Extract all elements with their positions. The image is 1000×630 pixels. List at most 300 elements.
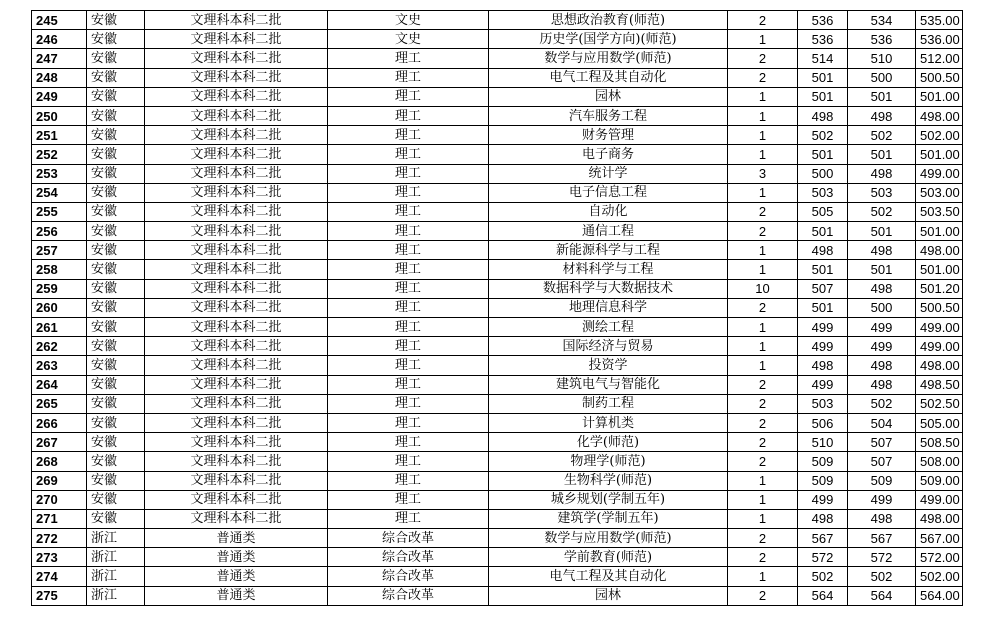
plan-count-cell: 2 [728, 433, 798, 452]
max-score-cell: 501 [798, 68, 848, 87]
province-cell: 安徽 [87, 11, 145, 30]
batch-cell: 文理科本科二批 [145, 433, 328, 452]
province-cell: 安徽 [87, 471, 145, 490]
province-cell: 安徽 [87, 279, 145, 298]
category-cell: 理工 [328, 202, 489, 221]
table-row [32, 222, 963, 241]
table-row [32, 11, 963, 30]
category-cell: 理工 [328, 279, 489, 298]
category-cell: 理工 [328, 471, 489, 490]
row-index-cell: 265 [32, 394, 87, 413]
batch-cell: 普通类 [145, 567, 328, 586]
max-score-cell: 567 [798, 529, 848, 548]
row-index-cell: 245 [32, 11, 87, 30]
category-cell: 综合改革 [328, 548, 489, 567]
province-cell: 浙江 [87, 529, 145, 548]
province-cell: 安徽 [87, 318, 145, 337]
plan-count-cell: 1 [728, 567, 798, 586]
plan-count-cell: 2 [728, 202, 798, 221]
major-cell: 材料科学与工程 [489, 260, 728, 279]
min-score-cell: 499 [848, 337, 916, 356]
major-cell: 计算机类 [489, 413, 728, 432]
category-cell: 理工 [328, 356, 489, 375]
batch-cell: 文理科本科二批 [145, 318, 328, 337]
major-cell: 电气工程及其自动化 [489, 68, 728, 87]
table-row [32, 183, 963, 202]
batch-cell: 文理科本科二批 [145, 337, 328, 356]
batch-cell: 普通类 [145, 529, 328, 548]
major-cell: 财务管理 [489, 126, 728, 145]
avg-score-cell: 500.50 [916, 68, 963, 87]
min-score-cell: 501 [848, 145, 916, 164]
category-cell: 理工 [328, 413, 489, 432]
major-cell: 电子商务 [489, 145, 728, 164]
province-cell: 安徽 [87, 222, 145, 241]
max-score-cell: 502 [798, 126, 848, 145]
avg-score-cell: 498.00 [916, 241, 963, 260]
max-score-cell: 510 [798, 433, 848, 452]
avg-score-cell: 567.00 [916, 529, 963, 548]
province-cell: 安徽 [87, 433, 145, 452]
category-cell: 理工 [328, 452, 489, 471]
avg-score-cell: 498.00 [916, 106, 963, 125]
major-cell: 汽车服务工程 [489, 106, 728, 125]
plan-count-cell: 2 [728, 222, 798, 241]
min-score-cell: 501 [848, 87, 916, 106]
category-cell: 综合改革 [328, 567, 489, 586]
province-cell: 安徽 [87, 298, 145, 317]
row-index-cell: 275 [32, 586, 87, 605]
category-cell: 理工 [328, 106, 489, 125]
table-row [32, 394, 963, 413]
min-score-cell: 502 [848, 567, 916, 586]
max-score-cell: 564 [798, 586, 848, 605]
category-cell: 理工 [328, 337, 489, 356]
max-score-cell: 536 [798, 30, 848, 49]
province-cell: 安徽 [87, 145, 145, 164]
table-row [32, 164, 963, 183]
major-cell: 新能源科学与工程 [489, 241, 728, 260]
batch-cell: 普通类 [145, 586, 328, 605]
max-score-cell: 499 [798, 490, 848, 509]
table-row [32, 260, 963, 279]
plan-count-cell: 1 [728, 30, 798, 49]
table-row [32, 68, 963, 87]
province-cell: 安徽 [87, 356, 145, 375]
avg-score-cell: 502.00 [916, 567, 963, 586]
batch-cell: 文理科本科二批 [145, 471, 328, 490]
row-index-cell: 263 [32, 356, 87, 375]
province-cell: 安徽 [87, 106, 145, 125]
batch-cell: 文理科本科二批 [145, 11, 328, 30]
plan-count-cell: 1 [728, 183, 798, 202]
max-score-cell: 499 [798, 337, 848, 356]
province-cell: 安徽 [87, 490, 145, 509]
table-row [32, 106, 963, 125]
major-cell: 生物科学(师范) [489, 471, 728, 490]
province-cell: 安徽 [87, 87, 145, 106]
table-row [32, 298, 963, 317]
avg-score-cell: 499.00 [916, 337, 963, 356]
avg-score-cell: 498.00 [916, 509, 963, 528]
min-score-cell: 500 [848, 68, 916, 87]
province-cell: 浙江 [87, 567, 145, 586]
row-index-cell: 251 [32, 126, 87, 145]
major-cell: 投资学 [489, 356, 728, 375]
batch-cell: 文理科本科二批 [145, 298, 328, 317]
table-row [32, 87, 963, 106]
row-index-cell: 268 [32, 452, 87, 471]
plan-count-cell: 1 [728, 241, 798, 260]
category-cell: 理工 [328, 394, 489, 413]
admission-scores-table [31, 10, 963, 606]
max-score-cell: 501 [798, 260, 848, 279]
category-cell: 理工 [328, 183, 489, 202]
major-cell: 制药工程 [489, 394, 728, 413]
avg-score-cell: 501.00 [916, 145, 963, 164]
row-index-cell: 256 [32, 222, 87, 241]
batch-cell: 文理科本科二批 [145, 164, 328, 183]
major-cell: 统计学 [489, 164, 728, 183]
max-score-cell: 498 [798, 356, 848, 375]
row-index-cell: 260 [32, 298, 87, 317]
batch-cell: 文理科本科二批 [145, 183, 328, 202]
min-score-cell: 501 [848, 260, 916, 279]
row-index-cell: 254 [32, 183, 87, 202]
table-row [32, 490, 963, 509]
province-cell: 安徽 [87, 509, 145, 528]
max-score-cell: 509 [798, 471, 848, 490]
plan-count-cell: 2 [728, 548, 798, 567]
min-score-cell: 510 [848, 49, 916, 68]
plan-count-cell: 2 [728, 413, 798, 432]
category-cell: 理工 [328, 509, 489, 528]
avg-score-cell: 505.00 [916, 413, 963, 432]
plan-count-cell: 2 [728, 586, 798, 605]
province-cell: 安徽 [87, 413, 145, 432]
table-row [32, 586, 963, 605]
plan-count-cell: 1 [728, 318, 798, 337]
plan-count-cell: 1 [728, 145, 798, 164]
table-row [32, 318, 963, 337]
major-cell: 学前教育(师范) [489, 548, 728, 567]
table-row [32, 509, 963, 528]
max-score-cell: 501 [798, 222, 848, 241]
province-cell: 安徽 [87, 126, 145, 145]
min-score-cell: 502 [848, 202, 916, 221]
category-cell: 理工 [328, 260, 489, 279]
min-score-cell: 503 [848, 183, 916, 202]
row-index-cell: 250 [32, 106, 87, 125]
province-cell: 浙江 [87, 548, 145, 567]
province-cell: 浙江 [87, 586, 145, 605]
avg-score-cell: 503.00 [916, 183, 963, 202]
batch-cell: 文理科本科二批 [145, 241, 328, 260]
min-score-cell: 498 [848, 279, 916, 298]
plan-count-cell: 2 [728, 11, 798, 30]
major-cell: 化学(师范) [489, 433, 728, 452]
batch-cell: 文理科本科二批 [145, 394, 328, 413]
major-cell: 思想政治教育(师范) [489, 11, 728, 30]
avg-score-cell: 508.00 [916, 452, 963, 471]
avg-score-cell: 502.00 [916, 126, 963, 145]
category-cell: 理工 [328, 490, 489, 509]
avg-score-cell: 501.20 [916, 279, 963, 298]
table-row [32, 567, 963, 586]
row-index-cell: 257 [32, 241, 87, 260]
table-body [32, 11, 963, 606]
avg-score-cell: 500.50 [916, 298, 963, 317]
max-score-cell: 502 [798, 567, 848, 586]
min-score-cell: 502 [848, 126, 916, 145]
max-score-cell: 509 [798, 452, 848, 471]
table-row [32, 356, 963, 375]
province-cell: 安徽 [87, 260, 145, 279]
major-cell: 通信工程 [489, 222, 728, 241]
row-index-cell: 253 [32, 164, 87, 183]
row-index-cell: 248 [32, 68, 87, 87]
min-score-cell: 536 [848, 30, 916, 49]
min-score-cell: 502 [848, 394, 916, 413]
table-row [32, 145, 963, 164]
plan-count-cell: 2 [728, 452, 798, 471]
major-cell: 数学与应用数学(师范) [489, 49, 728, 68]
province-cell: 安徽 [87, 394, 145, 413]
province-cell: 安徽 [87, 164, 145, 183]
province-cell: 安徽 [87, 375, 145, 394]
batch-cell: 普通类 [145, 548, 328, 567]
min-score-cell: 509 [848, 471, 916, 490]
avg-score-cell: 503.50 [916, 202, 963, 221]
category-cell: 理工 [328, 433, 489, 452]
row-index-cell: 247 [32, 49, 87, 68]
batch-cell: 文理科本科二批 [145, 145, 328, 164]
avg-score-cell: 535.00 [916, 11, 963, 30]
min-score-cell: 499 [848, 490, 916, 509]
major-cell: 电气工程及其自动化 [489, 567, 728, 586]
plan-count-cell: 2 [728, 49, 798, 68]
major-cell: 自动化 [489, 202, 728, 221]
max-score-cell: 500 [798, 164, 848, 183]
category-cell: 理工 [328, 222, 489, 241]
row-index-cell: 266 [32, 413, 87, 432]
max-score-cell: 514 [798, 49, 848, 68]
batch-cell: 文理科本科二批 [145, 87, 328, 106]
row-index-cell: 269 [32, 471, 87, 490]
category-cell: 理工 [328, 375, 489, 394]
max-score-cell: 505 [798, 202, 848, 221]
min-score-cell: 567 [848, 529, 916, 548]
avg-score-cell: 572.00 [916, 548, 963, 567]
plan-count-cell: 1 [728, 106, 798, 125]
min-score-cell: 501 [848, 222, 916, 241]
table-row [32, 471, 963, 490]
plan-count-cell: 2 [728, 68, 798, 87]
avg-score-cell: 508.50 [916, 433, 963, 452]
max-score-cell: 498 [798, 241, 848, 260]
row-index-cell: 271 [32, 509, 87, 528]
max-score-cell: 506 [798, 413, 848, 432]
category-cell: 理工 [328, 164, 489, 183]
plan-count-cell: 2 [728, 529, 798, 548]
batch-cell: 文理科本科二批 [145, 490, 328, 509]
province-cell: 安徽 [87, 30, 145, 49]
plan-count-cell: 1 [728, 490, 798, 509]
batch-cell: 文理科本科二批 [145, 126, 328, 145]
avg-score-cell: 512.00 [916, 49, 963, 68]
category-cell: 理工 [328, 241, 489, 260]
max-score-cell: 501 [798, 87, 848, 106]
major-cell: 建筑电气与智能化 [489, 375, 728, 394]
plan-count-cell: 1 [728, 509, 798, 528]
max-score-cell: 501 [798, 145, 848, 164]
plan-count-cell: 1 [728, 356, 798, 375]
row-index-cell: 255 [32, 202, 87, 221]
batch-cell: 文理科本科二批 [145, 222, 328, 241]
category-cell: 理工 [328, 298, 489, 317]
min-score-cell: 507 [848, 452, 916, 471]
row-index-cell: 246 [32, 30, 87, 49]
plan-count-cell: 3 [728, 164, 798, 183]
major-cell: 地理信息科学 [489, 298, 728, 317]
row-index-cell: 258 [32, 260, 87, 279]
max-score-cell: 503 [798, 183, 848, 202]
batch-cell: 文理科本科二批 [145, 452, 328, 471]
min-score-cell: 498 [848, 375, 916, 394]
avg-score-cell: 498.00 [916, 356, 963, 375]
batch-cell: 文理科本科二批 [145, 279, 328, 298]
major-cell: 园林 [489, 586, 728, 605]
min-score-cell: 534 [848, 11, 916, 30]
category-cell: 理工 [328, 87, 489, 106]
plan-count-cell: 2 [728, 375, 798, 394]
row-index-cell: 270 [32, 490, 87, 509]
avg-score-cell: 536.00 [916, 30, 963, 49]
table-row [32, 433, 963, 452]
row-index-cell: 259 [32, 279, 87, 298]
min-score-cell: 500 [848, 298, 916, 317]
max-score-cell: 572 [798, 548, 848, 567]
table-row [32, 413, 963, 432]
province-cell: 安徽 [87, 202, 145, 221]
avg-score-cell: 564.00 [916, 586, 963, 605]
avg-score-cell: 499.00 [916, 164, 963, 183]
plan-count-cell: 1 [728, 87, 798, 106]
min-score-cell: 498 [848, 241, 916, 260]
row-index-cell: 249 [32, 87, 87, 106]
min-score-cell: 498 [848, 164, 916, 183]
min-score-cell: 507 [848, 433, 916, 452]
category-cell: 理工 [328, 318, 489, 337]
plan-count-cell: 1 [728, 337, 798, 356]
category-cell: 理工 [328, 49, 489, 68]
province-cell: 安徽 [87, 241, 145, 260]
plan-count-cell: 2 [728, 394, 798, 413]
major-cell: 测绘工程 [489, 318, 728, 337]
category-cell: 理工 [328, 126, 489, 145]
min-score-cell: 498 [848, 356, 916, 375]
major-cell: 电子信息工程 [489, 183, 728, 202]
table-row [32, 49, 963, 68]
avg-score-cell: 502.50 [916, 394, 963, 413]
max-score-cell: 507 [798, 279, 848, 298]
max-score-cell: 536 [798, 11, 848, 30]
table-row [32, 375, 963, 394]
major-cell: 国际经济与贸易 [489, 337, 728, 356]
avg-score-cell: 509.00 [916, 471, 963, 490]
major-cell: 数学与应用数学(师范) [489, 529, 728, 548]
min-score-cell: 572 [848, 548, 916, 567]
row-index-cell: 252 [32, 145, 87, 164]
category-cell: 理工 [328, 145, 489, 164]
row-index-cell: 261 [32, 318, 87, 337]
row-index-cell: 267 [32, 433, 87, 452]
max-score-cell: 499 [798, 318, 848, 337]
major-cell: 建筑学(学制五年) [489, 509, 728, 528]
max-score-cell: 498 [798, 106, 848, 125]
table-row [32, 279, 963, 298]
batch-cell: 文理科本科二批 [145, 202, 328, 221]
avg-score-cell: 501.00 [916, 222, 963, 241]
table-row [32, 241, 963, 260]
batch-cell: 文理科本科二批 [145, 509, 328, 528]
major-cell: 历史学(国学方向)(师范) [489, 30, 728, 49]
avg-score-cell: 499.00 [916, 318, 963, 337]
avg-score-cell: 501.00 [916, 260, 963, 279]
row-index-cell: 262 [32, 337, 87, 356]
province-cell: 安徽 [87, 68, 145, 87]
min-score-cell: 499 [848, 318, 916, 337]
table-row [32, 30, 963, 49]
plan-count-cell: 2 [728, 298, 798, 317]
max-score-cell: 501 [798, 298, 848, 317]
batch-cell: 文理科本科二批 [145, 68, 328, 87]
plan-count-cell: 1 [728, 126, 798, 145]
row-index-cell: 273 [32, 548, 87, 567]
plan-count-cell: 1 [728, 471, 798, 490]
row-index-cell: 274 [32, 567, 87, 586]
table-row [32, 452, 963, 471]
batch-cell: 文理科本科二批 [145, 356, 328, 375]
category-cell: 理工 [328, 68, 489, 87]
avg-score-cell: 499.00 [916, 490, 963, 509]
avg-score-cell: 501.00 [916, 87, 963, 106]
plan-count-cell: 10 [728, 279, 798, 298]
batch-cell: 文理科本科二批 [145, 106, 328, 125]
category-cell: 综合改革 [328, 529, 489, 548]
province-cell: 安徽 [87, 452, 145, 471]
province-cell: 安徽 [87, 49, 145, 68]
province-cell: 安徽 [87, 337, 145, 356]
min-score-cell: 504 [848, 413, 916, 432]
batch-cell: 文理科本科二批 [145, 49, 328, 68]
table-row [32, 548, 963, 567]
major-cell: 园林 [489, 87, 728, 106]
avg-score-cell: 498.50 [916, 375, 963, 394]
plan-count-cell: 1 [728, 260, 798, 279]
batch-cell: 文理科本科二批 [145, 30, 328, 49]
min-score-cell: 564 [848, 586, 916, 605]
batch-cell: 文理科本科二批 [145, 413, 328, 432]
table-row [32, 202, 963, 221]
major-cell: 物理学(师范) [489, 452, 728, 471]
major-cell: 数据科学与大数据技术 [489, 279, 728, 298]
category-cell: 综合改革 [328, 586, 489, 605]
table-row [32, 337, 963, 356]
max-score-cell: 499 [798, 375, 848, 394]
batch-cell: 文理科本科二批 [145, 375, 328, 394]
province-cell: 安徽 [87, 183, 145, 202]
